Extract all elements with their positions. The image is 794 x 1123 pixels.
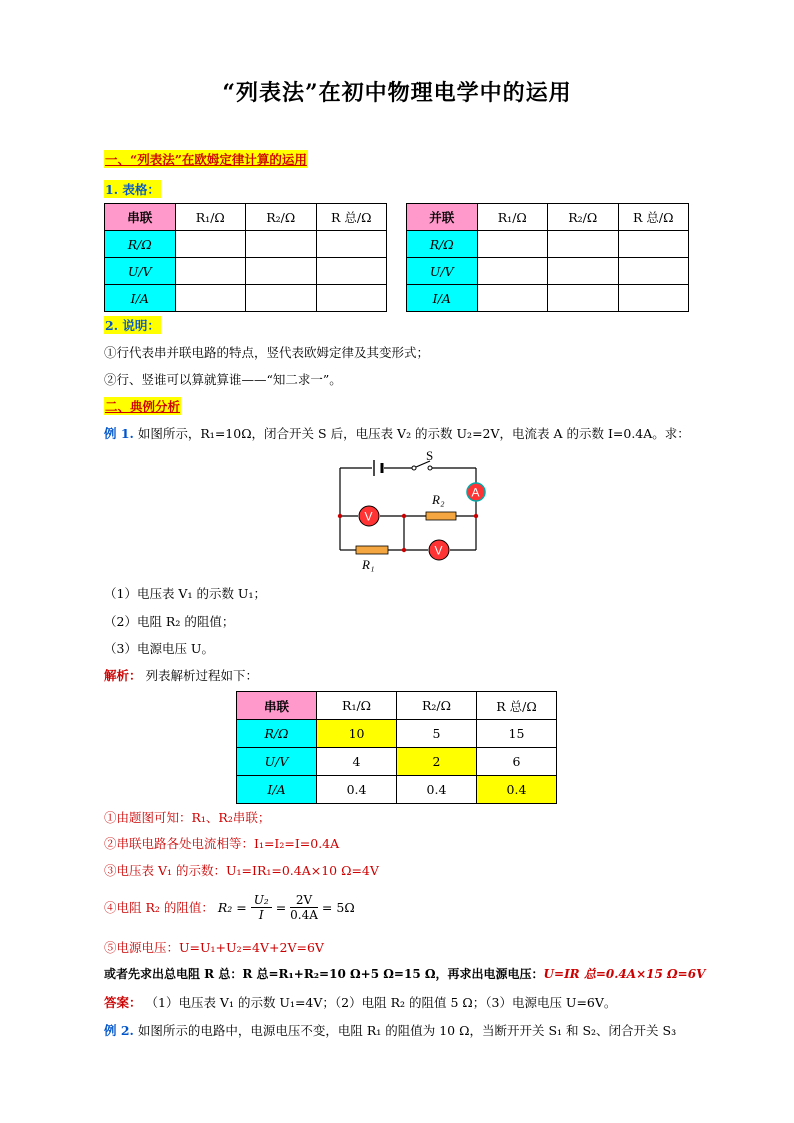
page-title: “列表法”在初中物理电学中的运用 [222,80,572,106]
table-cell: 0.4 [317,776,397,804]
note-line: ②行、竖谁可以算就算谁——“知二求一”。 [104,372,342,387]
row-label: I/A [237,776,317,804]
example-label: 例 1. [104,426,134,441]
header-cell: R 总/Ω [316,204,387,231]
step-line: ⑤电源电压：U=U₁+U₂=4V+2V=6V [104,940,324,955]
header-cell: R 总/Ω [618,204,689,231]
header-cell: R 总/Ω [476,692,556,720]
step-line: ①由题图可知：R₁、R₂串联； [104,810,271,825]
header-cell: 并联 [407,204,478,231]
formula-fraction: $\frac{\text{U₂}}{I}$ [251,893,272,922]
table-cell: 15 [476,720,556,748]
table-cell: 2 [397,748,477,776]
question-line: （1）电压表 V₁ 的示数 U₁； [104,586,266,601]
row-label: R/Ω [105,231,176,258]
circuit-diagram [326,448,488,574]
step-line: ④电阻 R₂ 的阻值： [104,900,214,915]
resistor-r2-icon [426,512,456,520]
r1-label: R₁ [362,557,375,572]
table-row [237,748,557,776]
header-cell: R₂/Ω [548,204,618,231]
table-cell: 0.4 [476,776,556,804]
header-cell: R₁/Ω [175,204,245,231]
series-table [104,203,387,312]
table-row [237,776,557,804]
example-label: 例 2. [104,1023,134,1038]
header-cell: 串联 [105,204,176,231]
switch-label: S [426,448,434,463]
resistor-r1-icon [356,546,388,554]
table-cell: 0.4 [397,776,477,804]
parallel-table [406,203,689,312]
question-line: （3）电源电压 U。 [104,641,214,656]
analysis-label: 解析： [104,668,142,683]
voltmeter-label: V [364,509,373,524]
alt-solution-formula: U=IR 总=0.4A×15 Ω=6V [543,967,706,981]
table-cell: 10 [317,720,397,748]
note-subheading: 2. 说明： [105,318,160,333]
ammeter-label: A [471,485,480,500]
table-cell: 5 [397,720,477,748]
result-table [236,691,557,804]
analysis-text: 列表解析过程如下： [145,668,259,683]
table-subheading: 1. 表格： [105,182,160,197]
example-text: 如图所示的电路中，电源电压不变，电阻 R₁ 的阻值为 10 Ω，当断开开关 S₁ 和 S₂、闭合开关 S₃ [137,1023,677,1038]
row-label: U/V [105,258,176,285]
table-cell: 4 [317,748,397,776]
r2-label: R₂ [432,492,445,507]
row-label: I/A [407,285,478,312]
table-row [237,720,557,748]
section1-heading: 一、“列表法”在欧姆定律计算的运用 [105,152,307,167]
note-line: ①行代表串并联电路的特点，竖代表欧姆定律及其变形式； [104,345,430,360]
example-text: 如图所示，R₁=10Ω，闭合开关 S 后，电压表 V₂ 的示数 U₂=2V，电流表 A 的示数 I=0.4A。求： [137,426,690,441]
header-cell: 串联 [237,692,317,720]
formula-lhs: R₂ = [217,899,247,915]
table-cell: 6 [476,748,556,776]
row-label: I/A [105,285,176,312]
step-line: ③电压表 V₁ 的示数：U₁=IR₁=0.4A×10 Ω=4V [104,863,379,878]
row-label: U/V [407,258,478,285]
formula-result: = 5Ω [321,899,355,915]
header-cell: R₁/Ω [317,692,397,720]
row-label: R/Ω [237,720,317,748]
step-line: ②串联电路各处电流相等：I₁=I₂=I=0.4A [104,836,340,851]
row-label: U/V [237,748,317,776]
voltmeter-label: V [434,543,443,558]
alt-solution-text: 或者先求出总电阻 R 总：R 总=R₁+R₂=10 Ω+5 Ω=15 Ω，再求出电源电压： [104,967,544,981]
header-cell: R₂/Ω [246,204,316,231]
row-label: R/Ω [407,231,478,258]
header-cell: R₂/Ω [397,692,477,720]
header-cell: R₁/Ω [477,204,547,231]
section2-heading: 二、典例分析 [105,399,181,414]
question-line: （2）电阻 R₂ 的阻值； [104,614,235,629]
answer-text: （1）电压表 V₁ 的示数 U₁=4V；（2）电阻 R₂ 的阻值 5 Ω；（3）电源电压 U=6V。 [145,995,617,1010]
answer-label: 答案： [104,995,142,1010]
formula-fraction: $\frac{2V}{0.4A}$ [290,892,318,922]
